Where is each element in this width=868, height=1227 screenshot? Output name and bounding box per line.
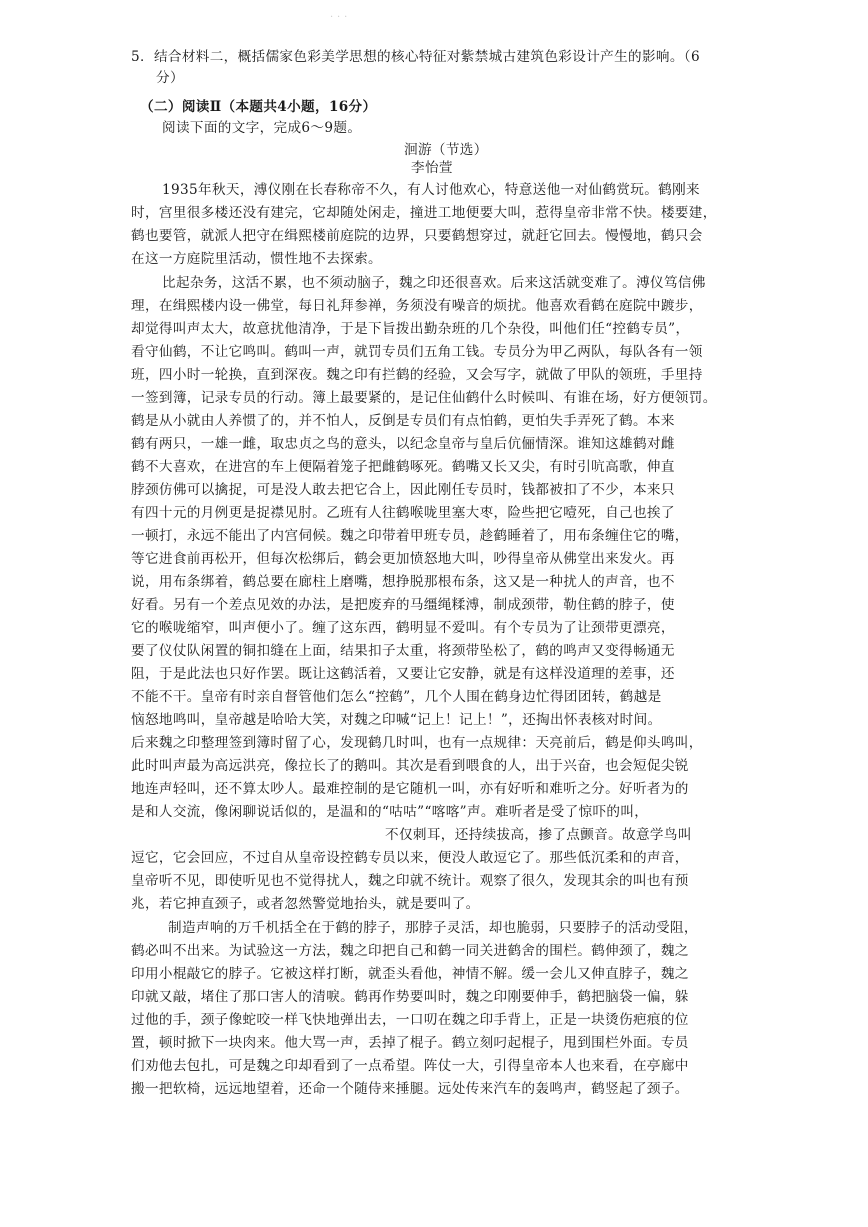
passage-line: 比起杂务，这活不累，也不须动脑子，魏之印还很喜欢。后来这活就变难了。溥仪笃信佛 xyxy=(162,275,706,291)
passage-line: 不能不干。皇帝有时亲自督管他们怎么“控鹤”，几个人围在鹤身边忙得团团转，鹤越是 xyxy=(131,689,662,705)
passage-line: 说，用布条绑着，鹤总要在廊柱上磨嘴，想挣脱那根布条，这又是一种扰人的声音，也不 xyxy=(131,574,675,590)
passage-line: 要了仪仗队闲置的铜扣缝在上面，结果扣子太重，将颈带坠松了，鹤的鸣声又变得畅通无 xyxy=(131,643,675,659)
passage-line: 时，宫里很多楼还没有建完，它却随处闲走，撞进工地便要大叫，惹得皇帝非常不快。楼要建， xyxy=(131,205,717,221)
passage-line: 有四十元的月例更是捉襟见肘。乙班有人往鹤喉咙里塞大枣，险些把它噎死，自己也挨了 xyxy=(131,505,675,521)
passage-line: 地连声轻叫，还不算太吵人。最难控制的是它随机一叫，亦有好听和难听之分。好听者为的 xyxy=(131,781,689,797)
header-marks: · · · xyxy=(330,12,348,23)
passage-title: 洄游（节选） xyxy=(404,142,488,158)
section-heading: （二）阅读Ⅱ（本题共4小题，16分） xyxy=(140,99,377,115)
passage-line: 看守仙鹤，不让它鸣叫。鹤叫一声，就罚专员们五角工钱。专员分为甲乙两队，每队各有一领 xyxy=(131,344,703,360)
passage-line: 1935年秋天，溥仪刚在长春称帝不久，有人讨他欢心，特意送他一对仙鹤赏玩。鹤刚来 xyxy=(162,182,700,198)
passage-line: 脖颈仿佛可以擒捉，可是没人敢去把它合上，因此刚任专员时，钱都被扣了不少，本来只 xyxy=(131,482,675,498)
passage-line: 鹤是从小就由人养惯了的，并不怕人，反倒是专员们有点怕鹤，更怕失手弄死了鹤。本来 xyxy=(131,413,675,429)
question-5-line-1: 5．结合材料二，概括儒家色彩美学思想的核心特征对紫禁城古建筑色彩设计产生的影响。（6 xyxy=(131,49,700,65)
passage-line: 理，在缉熙楼内设一佛堂，每日礼拜参禅，务须没有噪音的烦扰。他喜欢看鹤在庭院中踱步， xyxy=(131,298,703,314)
passage-line: 恼怒地鸣叫，皇帝越是哈哈大笑，对魏之印喊“记上！记上！”，还掏出怀表核对时间。 xyxy=(131,712,662,728)
passage-line: 兆，若它抻直颈子，或者忽然警觉地抬头，就是要叫了。 xyxy=(131,896,480,912)
passage-author: 李怡萱 xyxy=(411,160,453,176)
passage-line: 阻，于是此法也只好作罢。既让这鹤活着，又要让它安静，就是有这样没道理的差事，还 xyxy=(131,666,675,682)
passage-line: 在这一方庭院里活动，惯性地不去探索。 xyxy=(131,251,382,267)
passage-line: 过他的手，颈子像蛇咬一样飞快地弹出去，一口叨在魏之印手背上，正是一块烫伤疤痕的位 xyxy=(131,1012,689,1028)
passage-line: 印就又敲，堵住了那口害人的清唳。鹤再作势要叫时，魏之印刚要伸手，鹤把脑袋一偏，躲 xyxy=(131,989,689,1005)
instruction-text: 阅读下面的文字，完成6～9题。 xyxy=(162,120,362,136)
passage-line: 们劝他去包扎，可是魏之印却看到了一点希望。阵仗一大，引得皇帝本人也来看，在亭廊中 xyxy=(131,1058,689,1074)
passage-line: 一签到簿，记录专员的行动。簿上最要紧的，是记住仙鹤什么时候叫、有谁在场，好方便领罚。 xyxy=(131,390,717,406)
passage-line: 此时叫声最为高远洪亮，像拉长了的鹅叫。其次是看到喂食的人，出于兴奋，也会短促尖锐 xyxy=(131,758,689,774)
passage-line: 一顿打，永远不能出了内宫伺候。魏之印带着甲班专员，趁鹤睡着了，用布条缠住它的嘴， xyxy=(131,528,689,544)
passage-line: 却觉得叫声太大，故意扰他清净，于是下旨拨出勤杂班的几个杂役，叫他们任“控鹤专员”， xyxy=(131,321,690,337)
passage-line: 印用小棍敲它的脖子。它被这样打断，就歪头看他，神情不解。缓一会儿又伸直脖子，魏之 xyxy=(131,966,689,982)
passage-line: 鹤不大喜欢，在进宫的车上便隔着笼子把雌鹤啄死。鹤嘴又长又尖，有时引吭高歌，伸直 xyxy=(131,459,675,475)
passage-line: 班，四小时一轮换，直到深夜。魏之印有拦鹤的经验，又会写字，就做了甲队的领班，手里持 xyxy=(131,367,703,383)
passage-line: 搬一把软椅，远远地望着，还命一个随侍来捶腿。远处传来汽车的轰鸣声，鹤竖起了颈子。 xyxy=(131,1081,689,1097)
passage-line: 不仅刺耳，还持续拔高，掺了点颤音。故意学鸟叫 xyxy=(385,827,692,843)
passage-line: 置，顿时掀下一块肉来。他大骂一声，丢掉了棍子。鹤立刻叼起棍子，甩到围栏外面。专员 xyxy=(131,1035,689,1051)
passage-line: 制造声响的万千机括全在于鹤的脖子，那脖子灵活，却也脆弱，只要脖子的活动受阻， xyxy=(168,920,698,936)
passage-line: 逗它，它会回应，不过自从皇帝设控鹤专员以来，便没人敢逗它了。那些低沉柔和的声音， xyxy=(131,850,689,866)
passage-line: 是和人交流，像闲聊说话似的，是温和的“咕咕”“喀喀”声。难听者是受了惊吓的叫， xyxy=(131,804,649,820)
passage-line: 皇帝听不见，即使听见也不觉得扰人，魏之印就不统计。观察了很久，发现其余的叫也有预 xyxy=(131,873,689,889)
passage-line: 好看。另有一个差点见效的办法，是把废弃的马缰绳糅溥，制成颈带，勒住鹤的脖子，使 xyxy=(131,597,675,613)
passage-line: 它的喉咙缩窄，叫声便小了。缠了这东西，鹤明显不爱叫。有个专员为了让颈带更漂亮， xyxy=(131,620,675,636)
passage-line: 鹤有两只，一雄一雌，取忠贞之鸟的意头，以纪念皇帝与皇后伉俪情深。谁知这雄鹤对雌 xyxy=(131,436,675,452)
passage-line: 鹤必叫不出来。为试验这一方法，魏之印把自己和鹤一同关进鹤舍的围栏。鹤伸颈了，魏之 xyxy=(131,943,689,959)
passage-line: 后来魏之印整理签到簿时留了心，发现鹤几时叫，也有一点规律：天亮前后，鹤是仰头鸣叫， xyxy=(131,735,703,751)
passage-line: 鹤也要管，就派人把守在缉熙楼前庭院的边界，只要鹤想穿过，就赶它回去。慢慢地，鹤只会 xyxy=(131,228,703,244)
question-5-line-2: 分） xyxy=(156,70,184,86)
passage-line: 等它进食前再松开，但每次松绑后，鹤会更加愤怒地大叫，吵得皇帝从佛堂出来发火。再 xyxy=(131,551,675,567)
